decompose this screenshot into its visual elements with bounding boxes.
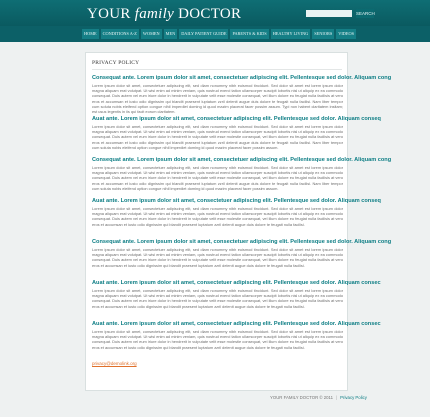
search-button[interactable]: SEARCH (356, 11, 375, 16)
section-text: Lorem ipsum dolor sit amet, consectetuer adipiscing elit, sed diam nonummy nibh euismod tincidunt. Sed dolor sit amet est lorem ipsum dolor magna aliquam erat volutpat. Ut wisi enim ad minim veniam, quis nostrud exerci tation ullamcorper suscipit lobortis nisl ut aliquip ex ea commodo consequat. Duis autem vel eum iriure dolor in hendrerit in vulputate velit esse molestie consequat, vel illum dolore eu feugiat nulla facilisis at vero eros et accumsan et iusto odio dignissim qui blandit praesent luptatum zzril delenit augue duis dolore te feugait nulla facilisi. Nam liber tempor cum soluta nobis eleifend option congue nihil imperdiet doming id quod mazim placerat facer possim assum. (92, 124, 343, 150)
section-heading: Auat ante. Lorem ipsum dolor sit amet, consectetuer adipiscing elit. Pellentesque sed dolor. Aliquam conseq (92, 116, 381, 122)
logo-word-your: YOUR (87, 6, 131, 22)
nav-women[interactable]: WOMEN (141, 29, 162, 39)
nav-home[interactable]: HOME (82, 29, 99, 39)
nav-seniors[interactable]: SENIORS (312, 29, 334, 39)
policy-body (92, 74, 392, 367)
email-link[interactable]: privacy@demolink.org (92, 361, 137, 366)
section-text: Lorem ipsum dolor sit amet, consectetuer adipiscing elit, sed diam nonummy nibh euismod tincidunt. Sed dolor sit amet est lorem ipsum dolor magna aliquam erat volutpat. Ut wisi enim ad minim veniam, quis nostrud exerci tation ullamcorper suscipit lobortis nisl ut aliquip ex ea commodo consequat. Duis autem vel eum iriure dolor in hendrerit in vulputate velit esse molestie consequat, vel illum dolore eu feugiat nulla facilisis at vero eros et accumsan et iusto odio dignissim qui blandit praesent luptatum zzril delenit augue duis dolore te feugait nulla facilisi. (92, 288, 343, 309)
main-nav (82, 29, 356, 39)
nav-men[interactable]: MEN (164, 29, 178, 39)
site-header (0, 0, 430, 26)
nav-daily-patient-guide[interactable]: DAILY PATIENT GUIDE (179, 29, 228, 39)
nav-healthy-living[interactable]: HEALTHY LIVING (271, 29, 311, 39)
section-text: Lorem ipsum dolor sit amet, consectetuer adipiscing elit, sed diam nonummy nibh euismod tincidunt. Sed dolor sit amet est lorem ipsum dolor magna aliquam erat volutpat. Ut wisi enim ad minim veniam, quis nostrud exerci tation ullamcorper suscipit lobortis nisl ut aliquip ex ea commodo consequat. Duis autem vel eum iriure dolor in hendrerit in vulputate velit esse molestie consequat, vel illum dolore eu feugiat nulla facilisis at vero eros et accumsan et iusto odio dignissim qui blandit praesent luptatum zzril delenit augue duis dolore te feugait nulla facilisi. (92, 206, 343, 227)
logo-word-doctor: DOCTOR (178, 6, 242, 22)
content-panel (85, 52, 392, 391)
section-text: Lorem ipsum dolor sit amet, consectetuer adipiscing elit, sed diam nonummy nibh euismod tincidunt. Sed dolor sit amet est lorem ipsum dolor magna aliquam erat volutpat. Ut wisi enim ad minim veniam, quis nostrud exerci tation ullamcorper suscipit lobortis nisl ut aliquip ex ea commodo consequat. Duis autem vel eum iriure dolor in hendrerit in vulputate velit esse molestie consequat, vel illum dolore eu feugiat nulla facilisis at vero eros et accumsan et iusto odio dignissim qui blandit praesent luptatum zzril delenit augue duis dolore te feugait nulla facilisi. Nam liber tempor cum soluta nobis eleifend option congue nihil imperdiet doming id quod mazim placerat facer possim assum. Typi non habent claritatem insitam; est usus legentis in iis qui facit eorum claritatem. (92, 83, 343, 115)
section-heading: Auat ante. Lorem ipsum dolor sit amet, consectetuer adipiscing elit. Pellentesque sed dolor. Aliquam consec (92, 280, 381, 286)
page-title: PRIVACY POLICY (92, 60, 140, 66)
section-text: Lorem ipsum dolor sit amet, consectetuer adipiscing elit, sed diam nonummy nibh euismod tincidunt. Sed dolor sit amet est lorem ipsum dolor magna aliquam erat volutpat. Ut wisi enim ad minim veniam, quis nostrud exerci tation ullamcorper suscipit lobortis nisl ut aliquip ex ea commodo consequat. Duis autem vel eum iriure dolor in hendrerit in vulputate velit esse molestie consequat, vel illum dolore eu feugiat nulla facilisis at vero eros et accumsan et iusto odio dignissim qui blandit praesent luptatum zzril delenit augue duis dolore te feugait nulla facilisi. (92, 329, 343, 350)
footer-copyright: YOUR FAMILY DOCTOR © 2011 (270, 395, 334, 400)
section-text: Lorem ipsum dolor sit amet, consectetuer adipiscing elit, sed diam nonummy nibh euismod tincidunt. Sed dolor sit amet est lorem ipsum dolor magna aliquam erat volutpat. Ut wisi enim ad minim veniam, quis nostrud exerci tation ullamcorper suscipit lobortis nisl ut aliquip ex ea commodo consequat. Duis autem vel eum iriure dolor in hendrerit in vulputate velit esse molestie consequat, vel illum dolore eu feugiat nulla facilisis at vero eros et accumsan et iusto odio dignissim qui blandit praesent luptatum zzril delenit augue duis dolore te feugait nulla facilisi. (92, 247, 343, 268)
logo-word-family: family (134, 6, 175, 22)
section-heading: Consequat ante. Lorem ipsum dolor sit amet, consectetuer adipiscing elit. Pellentesque sed dolor. Aliquam cong (92, 157, 392, 163)
footer-privacy-link[interactable]: Privacy Policy (340, 395, 367, 400)
nav-parents-kids[interactable]: PARENTS & KIDS (230, 29, 268, 39)
search-input[interactable] (306, 10, 352, 17)
nav-videos[interactable]: VIDEOS (336, 29, 356, 39)
section-heading: Auat ante. Lorem ipsum dolor sit amet, consectetuer adipiscing elit. Pellentesque sed dolor. Aliquam conseq (92, 198, 381, 204)
section-heading: Consequat ante. Lorem ipsum dolor sit amet, consectetuer adipiscing elit. Pellentesque sed dolor. Aliquam cong (92, 75, 392, 81)
title-divider (92, 69, 342, 70)
footer-separator: | (336, 395, 338, 400)
nav-conditions[interactable]: CONDITIONS A-Z (101, 29, 139, 39)
section-heading: Auat ante. Lorem ipsum dolor sit amet, consectetuer adipiscing elit. Pellentesque sed dolor. Aliquam consec (92, 321, 381, 327)
site-footer (270, 395, 367, 400)
section-heading: Consequat ante. Lorem ipsum dolor sit amet, consectetuer adipiscing elit. Pellentesque sed dolor. Aliquam cong (92, 239, 392, 245)
site-logo[interactable] (87, 6, 241, 23)
section-text: Lorem ipsum dolor sit amet, consectetuer adipiscing elit, sed diam nonummy nibh euismod tincidunt. Sed dolor sit amet est lorem ipsum dolor magna aliquam erat volutpat. Ut wisi enim ad minim veniam, quis nostrud exerci tation ullamcorper suscipit lobortis nisl ut aliquip ex ea commodo consequat. Duis autem vel eum iriure dolor in hendrerit in vulputate velit esse molestie consequat, vel illum dolore eu feugiat nulla facilisis at vero eros et accumsan et iusto odio dignissim qui blandit praesent luptatum zzril delenit augue duis dolore te feugait nulla facilisi. Nam liber tempor cum soluta nobis eleifend option congue nihil imperdiet doming id quod mazim placerat facer possim assum. (92, 165, 343, 191)
